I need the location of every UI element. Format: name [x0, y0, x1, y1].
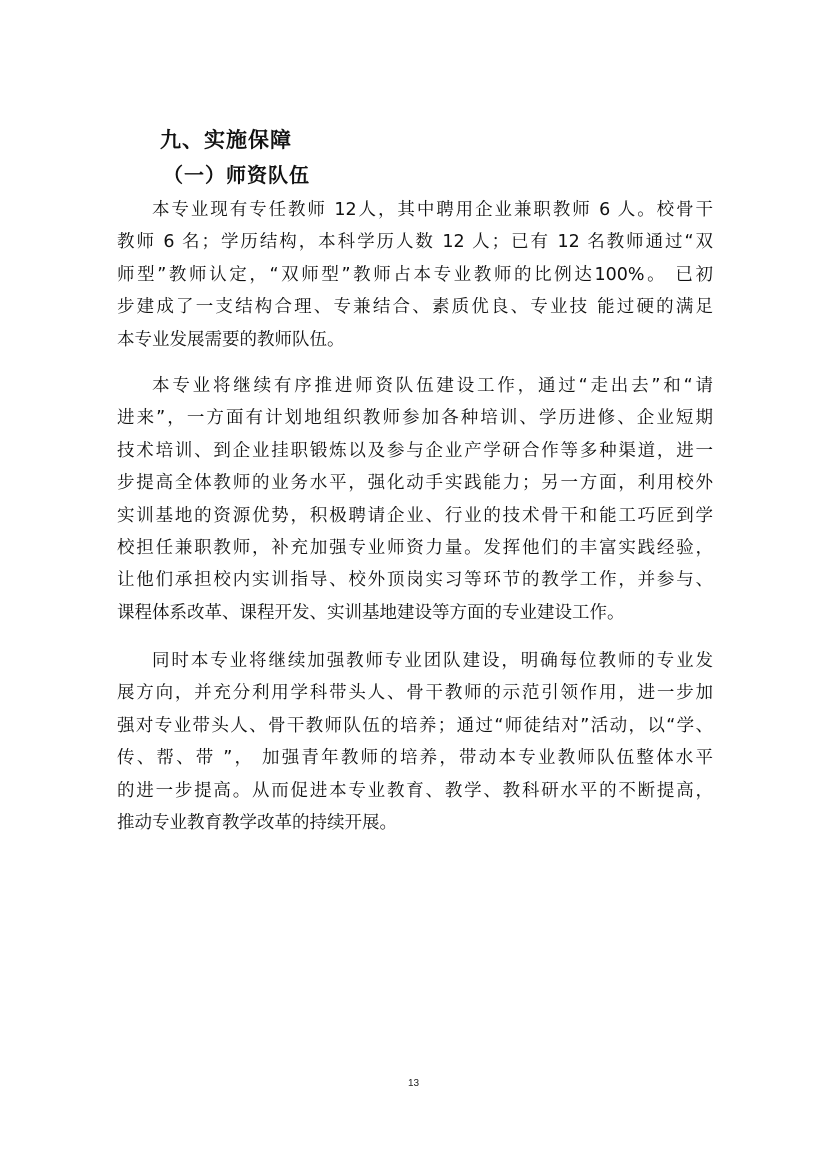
subsection-heading: （一）师资队伍 [163, 163, 310, 187]
paragraph-2 [117, 370, 713, 629]
paragraph-line: 本专业将继续有序推进师资队伍建设工作，通过“走出去”和“请 [152, 376, 713, 396]
paragraph-line: 展方向，并充分利用学科带头人、骨干教师的示范引领作用，进一步加 [117, 683, 713, 704]
page-number: 13 [407, 1078, 420, 1089]
paragraph-line: 实训基地的资源优势，积极聘请企业、行业的技术骨干和能工巧匠到学 [117, 505, 713, 526]
paragraph-line: 本专业发展需要的教师队伍。 [117, 329, 345, 350]
section-heading: 九、实施保障 [160, 128, 292, 152]
paragraph-1 [117, 194, 713, 356]
paragraph-line: 步提高全体教师的业务水平，强化动手实践能力；另一方面，利用校外 [117, 473, 713, 494]
paragraph-line: 教师 6 名；学历结构，本科学历人数 12 人；已有 12 名教师通过“双 [117, 232, 713, 253]
paragraph-line: 校担任兼职教师，补充加强专业师资力量。发挥他们的丰富实践经验， [117, 537, 713, 558]
paragraph-line: 本专业现有专任教师 12人，其中聘用企业兼职教师 6 人。校骨干 [152, 200, 713, 220]
paragraph-line: 让他们承担校内实训指导、校外顶岗实习等环节的教学工作，并参与、 [117, 570, 713, 591]
paragraph-line: 推动专业教育教学改革的持续开展。 [117, 812, 397, 833]
paragraph-line: 师型”教师认定，“双师型”教师占本专业教师的比例达100%。 已初 [117, 264, 713, 285]
paragraph-line: 强对专业带头人、骨干教师队伍的培养；通过“师徒结对”活动，以“学、 [117, 715, 713, 736]
paragraph-line: 的进一步提高。从而促进本专业教育、教学、教科研水平的不断提高， [117, 780, 713, 801]
paragraph-line: 同时本专业将继续加强教师专业团队建设，明确每位教师的专业发 [152, 651, 713, 671]
paragraph-line: 传、帮、带 ”， 加强青年教师的培养，带动本专业教师队伍整体水平 [117, 748, 713, 769]
paragraph-3 [117, 645, 713, 839]
paragraph-line: 步建成了一支结构合理、专兼结合、素质优良、专业技 能过硬的满足 [117, 297, 713, 318]
paragraph-line: 课程体系改革、课程开发、实训基地建设等方面的专业建设工作。 [117, 602, 625, 623]
paragraph-line: 技术培训、到企业挂职锻炼以及参与企业产学研合作等多种渠道，进一 [117, 440, 713, 461]
paragraph-line: 进来”，一方面有计划地组织教师参加各种培训、学历进修、企业短期 [117, 408, 713, 429]
